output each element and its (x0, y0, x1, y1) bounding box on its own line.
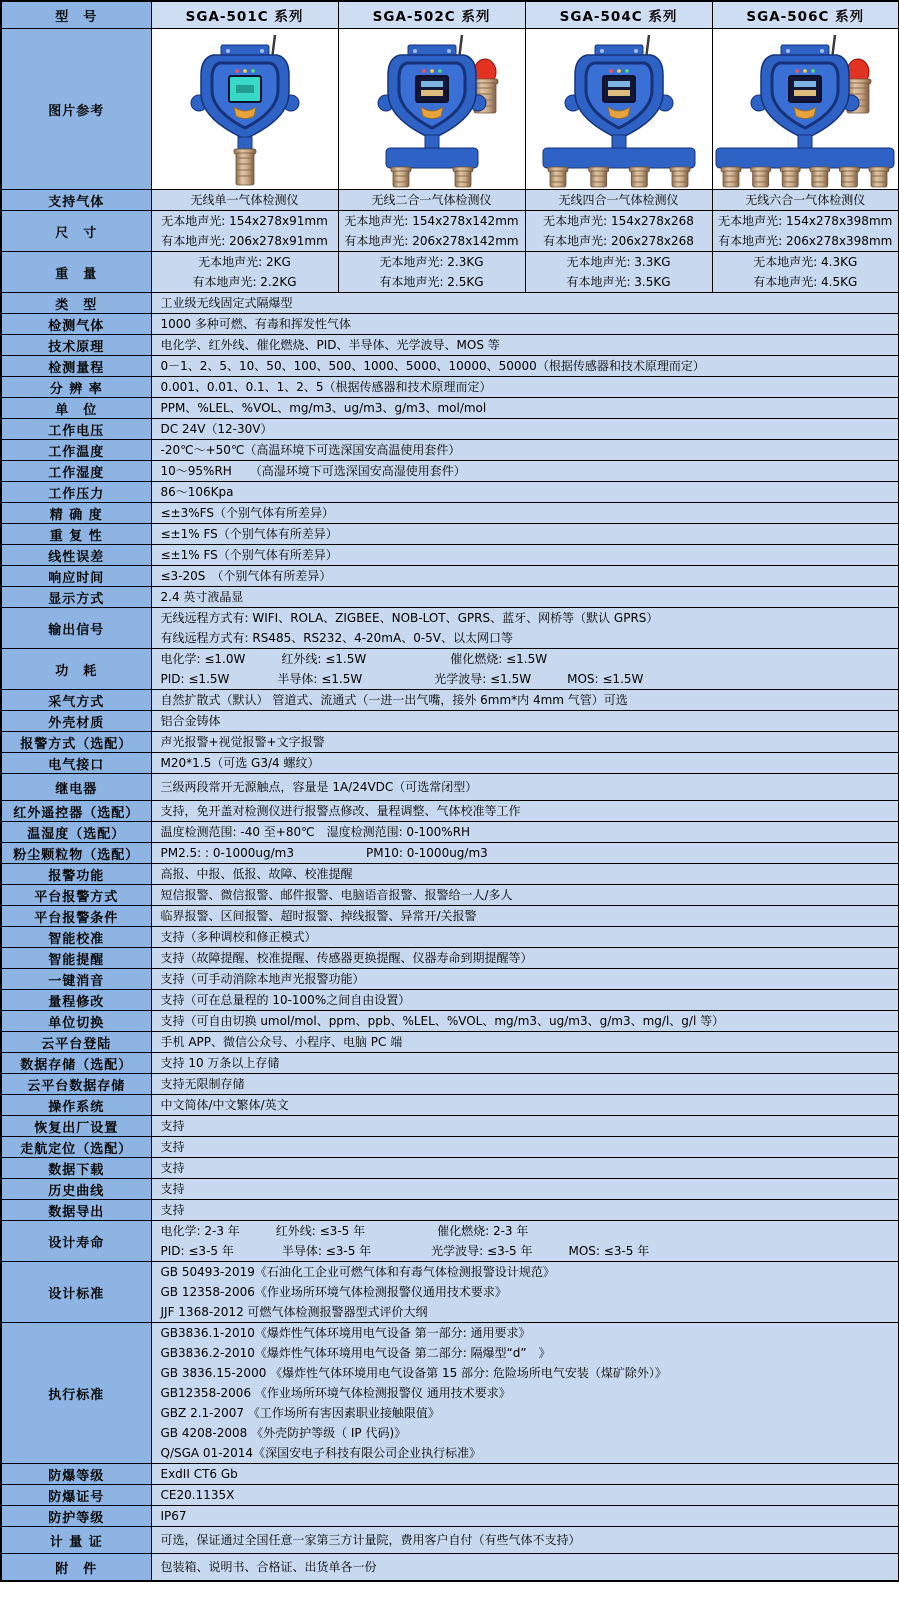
value-line: 有本地声光: 206x278x268 (543, 234, 694, 248)
table-row-type (1, 293, 899, 314)
value-line: 有本地声光: 3.5KG (566, 275, 671, 289)
value-line: GB3836.2-2010《爆炸性气体环境用电气设备 第二部分: 隔爆型“d” 》 (160, 1346, 551, 1360)
value-line: 有本地声光: 206x278x142mm (344, 234, 519, 248)
table-row-data-download (1, 1158, 899, 1179)
row-value-pressure (151, 482, 899, 503)
model-header-0: SGA-501C 系列 (151, 1, 338, 29)
value-line: 支持（故障提醒、校准提醒、传感器更换提醒、仪器寿命到期提醒等） (160, 951, 533, 965)
table-row-factory-reset (1, 1116, 899, 1137)
row-label-accessories: 附 件 (1, 1554, 151, 1582)
value-line: 有本地声光: 206x278x398mm (718, 234, 893, 248)
value-line: 无本地声光: 154x278x91mm (161, 214, 328, 228)
value-line: 无本地声光: 154x278x398mm (718, 214, 893, 228)
value-line: 三级两段常开无源触点，容量是 1A/24VDC（可选常闭型） (160, 780, 478, 794)
row-value-principle (151, 335, 899, 356)
row-value-unit-switch (151, 1011, 899, 1032)
value-line: 电化学: ≤1.0W 红外线: ≤1.5W 催化燃烧: ≤1.5W (160, 652, 548, 666)
value-line: 1000 多种可燃、有毒和挥发性气体 (160, 317, 351, 331)
table-row-repeatability (1, 524, 899, 545)
row-value-data-storage (151, 1053, 899, 1074)
row-label-electrical-port: 电气接口 (1, 753, 151, 774)
row-label-size: 尺 寸 (1, 211, 151, 252)
value-line: 支持，免开盖对检测仪进行报警点修改、量程调整、气体校准等工作 (160, 804, 521, 818)
model-header-1: SGA-502C 系列 (338, 1, 525, 29)
value-line: JJF 1368-2012 可燃气体检测报警器型式评价大纲 (160, 1305, 428, 1319)
value-line: 有本地声光: 206x278x91mm (161, 234, 328, 248)
gas-detector-2-sensors-beacon-icon (340, 31, 524, 189)
table-row-temperature (1, 440, 899, 461)
row-label-platform-alarm-mode: 平台报警方式 (1, 885, 151, 906)
row-label-cloud-storage: 云平台数据存储 (1, 1074, 151, 1095)
value-line: M20*1.5（可选 G3/4 螺纹） (160, 756, 320, 770)
row-label-ir-remote: 红外遥控器（选配） (1, 801, 151, 822)
table-row-unit-switch (1, 1011, 899, 1032)
row-value-linearity (151, 545, 899, 566)
row-label-alarm-function: 报警功能 (1, 864, 151, 885)
value-line: 支持（可在总量程的 10-100%之间自由设置） (160, 993, 411, 1007)
gas-detector-1-sensor-icon (153, 31, 337, 189)
row-value-smart-reminder (151, 948, 899, 969)
value-line: 10～95%RH （高湿环境下可选深国安高湿使用套件） (160, 464, 466, 478)
row-value-electrical-port (151, 753, 899, 774)
row-label-output-signal: 输出信号 (1, 608, 151, 649)
row-label-smart-reminder: 智能提醒 (1, 948, 151, 969)
row-value-data-download (151, 1158, 899, 1179)
value-line: Q/SGA 01-2014《深国安电子科技有限公司企业执行标准》 (160, 1446, 482, 1460)
value-line: 无线二合一气体检测仪 (371, 193, 492, 207)
value-line: GB 4208-2008 《外壳防护等级（ IP 代码)》 (160, 1426, 407, 1440)
row-value-execution-standard (151, 1323, 899, 1464)
value-line: 自然扩散式（默认） 管道式、流通式（一进一出气嘴，接外 6mm*内 4mm 气管）可选 (160, 693, 628, 707)
table-row-shell-material (1, 711, 899, 732)
row-value-platform-alarm-condition (151, 906, 899, 927)
row-value-weight-col3 (712, 252, 899, 293)
value-line: PID: ≤3-5 年 半导体: ≤3-5 年 光学波导: ≤3-5 年 MOS: ≤3-5 年 (160, 1244, 650, 1258)
device-image-cell-sga-506c (712, 29, 899, 190)
spec-table-body (1, 1, 899, 1581)
value-line: 中文简体/中文繁体/英文 (160, 1098, 289, 1112)
row-value-explosion-proof-cert (151, 1485, 899, 1506)
table-row-design-standard (1, 1262, 899, 1323)
row-label-unit-switch: 单位切换 (1, 1011, 151, 1032)
table-row-weight (1, 252, 899, 293)
value-line: 支持（可自由切换 umol/mol、ppm、ppb、%LEL、%VOL、mg/m3、ug/m3、g/m3、mg/l、g/l 等） (160, 1014, 725, 1028)
value-line: GB 3836.15-2000 《爆炸性气体环境用电气设备第 15 部分: 危险场所电气安装（煤矿除外）》 (160, 1366, 667, 1380)
row-label-data-export: 数据导出 (1, 1200, 151, 1221)
table-row-resolution (1, 377, 899, 398)
row-value-one-key-mute (151, 969, 899, 990)
table-row-response-time (1, 566, 899, 587)
table-row-cloud-login (1, 1032, 899, 1053)
row-label-protection-grade: 防护等级 (1, 1506, 151, 1527)
row-label-display: 显示方式 (1, 587, 151, 608)
table-row-alarm-function (1, 864, 899, 885)
value-line: GBZ 2.1-2007 《工作场所有害因素职业接触限值》 (160, 1406, 440, 1420)
row-label-weight: 重 量 (1, 252, 151, 293)
value-line: 支持 (160, 1182, 185, 1196)
gas-detector-4-sensors-icon (527, 31, 711, 189)
row-value-repeatability (151, 524, 899, 545)
device-image-cell-sga-501c (151, 29, 338, 190)
table-row-detect-gas (1, 314, 899, 335)
model-header-2: SGA-504C 系列 (525, 1, 712, 29)
row-label-repeatability: 重 复 性 (1, 524, 151, 545)
value-line: 支持 (160, 1119, 185, 1133)
value-line: 手机 APP、微信公众号、小程序、电脑 PC 端 (160, 1035, 403, 1049)
table-row-unit (1, 398, 899, 419)
row-value-shell-material (151, 711, 899, 732)
row-value-gas-col3 (712, 190, 899, 211)
value-line: ≤±3%FS（个别气体有所差异） (160, 506, 334, 520)
table-row-accessories (1, 1554, 899, 1582)
row-label-accuracy: 精 确 度 (1, 503, 151, 524)
row-value-history-curve (151, 1179, 899, 1200)
table-row-platform-alarm-condition (1, 906, 899, 927)
table-row-gas (1, 190, 899, 211)
value-line: 电化学、红外线、催化燃烧、PID、半导体、光学波导、MOS 等 (160, 338, 500, 352)
row-label-range: 检测量程 (1, 356, 151, 377)
value-line: GB12358-2006 《作业场所环境气体检测报警仪 通用技术要求》 (160, 1386, 511, 1400)
row-label-detect-gas: 检测气体 (1, 314, 151, 335)
table-row-platform-alarm-mode (1, 885, 899, 906)
table-row-execution-standard (1, 1323, 899, 1464)
row-label-sampling: 采气方式 (1, 690, 151, 711)
row-value-range (151, 356, 899, 377)
value-line: 可选，保证通过全国任意一家第三方计量院，费用客户自付（有些气体不支持） (160, 1533, 581, 1547)
table-row-cloud-storage (1, 1074, 899, 1095)
value-line: 支持 (160, 1161, 185, 1175)
value-line: DC 24V（12-30V） (160, 422, 273, 436)
value-line: PM2.5: : 0-1000ug/m3 PM10: 0-1000ug/m3 (160, 846, 488, 860)
table-row-protection-grade (1, 1506, 899, 1527)
row-value-nav-position (151, 1137, 899, 1158)
row-label-data-storage: 数据存储（选配） (1, 1053, 151, 1074)
row-label-metering-cert: 计 量 证 (1, 1527, 151, 1554)
row-value-cloud-storage (151, 1074, 899, 1095)
row-label-response-time: 响应时间 (1, 566, 151, 587)
value-line: 高报、中报、低报、故障、校准提醒 (160, 867, 353, 881)
value-line: PID: ≤1.5W 半导体: ≤1.5W 光学波导: ≤1.5W MOS: ≤1.5W (160, 672, 644, 686)
row-label-humidity: 工作湿度 (1, 461, 151, 482)
row-label-gas: 支持气体 (1, 190, 151, 211)
value-line: 支持 10 万条以上存储 (160, 1056, 280, 1070)
row-value-gas-col0 (151, 190, 338, 211)
value-line: 无本地声光: 154x278x268 (543, 214, 694, 228)
row-label-one-key-mute: 一键消音 (1, 969, 151, 990)
value-line: 无线远程方式有: WIFI、ROLA、ZIGBEE、NOB-LOT、GPRS、蓝牙、网桥等（默认 GPRS） (160, 611, 659, 625)
row-value-range-modify (151, 990, 899, 1011)
value-line: IP67 (160, 1509, 187, 1523)
value-line: 0－1、2、5、10、50、100、500、1000、5000、10000、50000（根据传感器和技术原理而定） (160, 359, 705, 373)
row-label-shell-material: 外壳材质 (1, 711, 151, 732)
table-row-humidity (1, 461, 899, 482)
row-label-power-consumption: 功 耗 (1, 649, 151, 690)
row-label-principle: 技术原理 (1, 335, 151, 356)
table-row-design-life (1, 1221, 899, 1262)
row-label-design-life: 设计寿命 (1, 1221, 151, 1262)
table-row-electrical-port (1, 753, 899, 774)
value-line: GB3836.1-2010《爆炸性气体环境用电气设备 第一部分: 通用要求》 (160, 1326, 531, 1340)
value-line: GB 12358-2006《作业场所环境气体检测报警仪通用技术要求》 (160, 1285, 507, 1299)
row-value-explosion-proof-grade (151, 1464, 899, 1485)
row-label-unit: 单 位 (1, 398, 151, 419)
table-row-range (1, 356, 899, 377)
row-value-output-signal (151, 608, 899, 649)
value-line: 短信报警、微信报警、邮件报警、电脑语音报警、报警给一人/多人 (160, 888, 513, 902)
value-line: 无线六合一气体检测仪 (745, 193, 866, 207)
value-line: 支持无限制存储 (160, 1077, 245, 1091)
value-line: 无本地声光: 4.3KG (753, 255, 858, 269)
row-value-metering-cert (151, 1527, 899, 1554)
row-value-relay (151, 774, 899, 801)
value-line: 无本地声光: 2.3KG (379, 255, 484, 269)
row-label-os: 操作系统 (1, 1095, 151, 1116)
row-label-temp-humidity-option: 温湿度（选配） (1, 822, 151, 843)
table-row-pressure (1, 482, 899, 503)
table-row-temp-humidity-option (1, 822, 899, 843)
value-line: 电化学: 2-3 年 红外线: ≤3-5 年 催化燃烧: 2-3 年 (160, 1224, 529, 1238)
value-line: 温度检测范围: -40 至+80℃ 湿度检测范围: 0-100%RH (160, 825, 471, 839)
table-row-one-key-mute (1, 969, 899, 990)
row-label-smart-calibration: 智能校准 (1, 927, 151, 948)
value-line: ≤±1% FS（个别气体有所差异） (160, 527, 338, 541)
table-row-linearity (1, 545, 899, 566)
row-label-data-download: 数据下载 (1, 1158, 151, 1179)
row-label-type: 类 型 (1, 293, 151, 314)
table-row-nav-position (1, 1137, 899, 1158)
row-value-unit (151, 398, 899, 419)
row-value-ir-remote (151, 801, 899, 822)
value-line: ExdII CT6 Gb (160, 1467, 238, 1481)
row-label-factory-reset: 恢复出厂设置 (1, 1116, 151, 1137)
row-label-explosion-proof-grade: 防爆等级 (1, 1464, 151, 1485)
row-label-design-standard: 设计标准 (1, 1262, 151, 1323)
row-label-platform-alarm-condition: 平台报警条件 (1, 906, 151, 927)
device-image-cell-sga-502c (338, 29, 525, 190)
row-value-detect-gas (151, 314, 899, 335)
row-value-weight-col1 (338, 252, 525, 293)
row-label-voltage: 工作电压 (1, 419, 151, 440)
row-value-dust-particles (151, 843, 899, 864)
table-row-data-export (1, 1200, 899, 1221)
value-line: CE20.1135X (160, 1488, 235, 1502)
table-row-smart-calibration (1, 927, 899, 948)
row-label-history-curve: 历史曲线 (1, 1179, 151, 1200)
row-label-range-modify: 量程修改 (1, 990, 151, 1011)
row-value-temp-humidity-option (151, 822, 899, 843)
table-row-explosion-proof-cert (1, 1485, 899, 1506)
value-line: 无本地声光: 2KG (198, 255, 291, 269)
table-row-dust-particles (1, 843, 899, 864)
row-value-resolution (151, 377, 899, 398)
row-label-explosion-proof-cert: 防爆证号 (1, 1485, 151, 1506)
row-value-accuracy (151, 503, 899, 524)
table-row-principle (1, 335, 899, 356)
row-label-image: 图片参考 (1, 29, 151, 190)
table-row-accuracy (1, 503, 899, 524)
table-row-image (1, 29, 899, 190)
row-label-alarm-mode: 报警方式（选配） (1, 732, 151, 753)
model-header-3: SGA-506C 系列 (712, 1, 899, 29)
row-value-smart-calibration (151, 927, 899, 948)
value-line: 无线单一气体检测仪 (190, 193, 299, 207)
row-label-linearity: 线性误差 (1, 545, 151, 566)
value-line: 无线四合一气体检测仪 (558, 193, 679, 207)
value-line: 铝合金铸体 (160, 714, 221, 728)
row-value-os (151, 1095, 899, 1116)
value-line: 有线远程方式有: RS485、RS232、4-20mA、0-5V、以太网口等 (160, 631, 514, 645)
table-row-alarm-mode (1, 732, 899, 753)
row-value-alarm-function (151, 864, 899, 885)
value-line: PPM、%LEL、%VOL、mg/m3、ug/m3、g/m3、mol/mol (160, 401, 487, 415)
table-row-ir-remote (1, 801, 899, 822)
table-row-sampling (1, 690, 899, 711)
row-label-relay: 继电器 (1, 774, 151, 801)
row-value-size-col2 (525, 211, 712, 252)
row-label-cloud-login: 云平台登陆 (1, 1032, 151, 1053)
row-value-weight-col2 (525, 252, 712, 293)
row-value-humidity (151, 461, 899, 482)
table-row-explosion-proof-grade (1, 1464, 899, 1485)
table-row-os (1, 1095, 899, 1116)
table-row-history-curve (1, 1179, 899, 1200)
row-value-weight-col0 (151, 252, 338, 293)
row-value-alarm-mode (151, 732, 899, 753)
row-value-protection-grade (151, 1506, 899, 1527)
row-value-design-life (151, 1221, 899, 1262)
table-row-output-signal (1, 608, 899, 649)
row-value-size-col3 (712, 211, 899, 252)
value-line: 支持（可手动消除本地声光报警功能） (160, 972, 365, 986)
value-line: 声光报警+视觉报警+文字报警 (160, 735, 325, 749)
value-line: 支持 (160, 1203, 185, 1217)
value-line: 包装箱、说明书、合格证、出货单各一份 (160, 1560, 377, 1574)
gas-detector-6-sensors-beacon-icon (713, 31, 897, 189)
table-row-metering-cert (1, 1527, 899, 1554)
row-value-accessories (151, 1554, 899, 1582)
row-label-resolution: 分 辨 率 (1, 377, 151, 398)
table-row-smart-reminder (1, 948, 899, 969)
value-line: 无本地声光: 154x278x142mm (344, 214, 519, 228)
value-line: -20℃～+50℃（高温环境下可选深国安高温使用套件） (160, 443, 461, 457)
table-row-power-consumption (1, 649, 899, 690)
row-value-response-time (151, 566, 899, 587)
value-line: 支持（多种调校和修正模式） (160, 930, 317, 944)
row-value-size-col1 (338, 211, 525, 252)
table-row-range-modify (1, 990, 899, 1011)
row-value-factory-reset (151, 1116, 899, 1137)
value-line: 有本地声光: 2.5KG (379, 275, 484, 289)
row-value-display (151, 587, 899, 608)
value-line: 86～106Kpa (160, 485, 234, 499)
row-label-temperature: 工作温度 (1, 440, 151, 461)
value-line: 有本地声光: 4.5KG (753, 275, 858, 289)
row-label-pressure: 工作压力 (1, 482, 151, 503)
row-value-size-col0 (151, 211, 338, 252)
value-line: 支持 (160, 1140, 185, 1154)
value-line: 有本地声光: 2.2KG (192, 275, 297, 289)
table-row-voltage (1, 419, 899, 440)
device-image-cell-sga-504c (525, 29, 712, 190)
table-row-data-storage (1, 1053, 899, 1074)
value-line: ≤±1% FS（个别气体有所差异） (160, 548, 338, 562)
table-row-display (1, 587, 899, 608)
value-line: 无本地声光: 3.3KG (566, 255, 671, 269)
table-row-relay (1, 774, 899, 801)
value-line: 0.001、0.01、0.1、1、2、5（根据传感器和技术原理而定） (160, 380, 492, 394)
row-label-nav-position: 走航定位（选配） (1, 1137, 151, 1158)
value-line: GB 50493-2019《石油化工企业可燃气体和有毒气体检测报警设计规范》 (160, 1265, 555, 1279)
row-value-power-consumption (151, 649, 899, 690)
row-value-sampling (151, 690, 899, 711)
row-value-platform-alarm-mode (151, 885, 899, 906)
table-row-size (1, 211, 899, 252)
table-row-model (1, 1, 899, 29)
row-label-dust-particles: 粉尘颗粒物（选配） (1, 843, 151, 864)
value-line: ≤3-20S （个别气体有所差异） (160, 569, 332, 583)
row-value-gas-col2 (525, 190, 712, 211)
row-label-execution-standard: 执行标准 (1, 1323, 151, 1464)
value-line: 2.4 英寸液晶显 (160, 590, 244, 604)
row-value-cloud-login (151, 1032, 899, 1053)
value-line: 工业级无线固定式隔爆型 (160, 296, 293, 310)
row-value-voltage (151, 419, 899, 440)
row-value-data-export (151, 1200, 899, 1221)
row-value-type (151, 293, 899, 314)
row-label-model: 型 号 (1, 1, 151, 29)
row-value-gas-col1 (338, 190, 525, 211)
row-value-temperature (151, 440, 899, 461)
row-value-design-standard (151, 1262, 899, 1323)
value-line: 临界报警、区间报警、超时报警、掉线报警、异常开/关报警 (160, 909, 477, 923)
